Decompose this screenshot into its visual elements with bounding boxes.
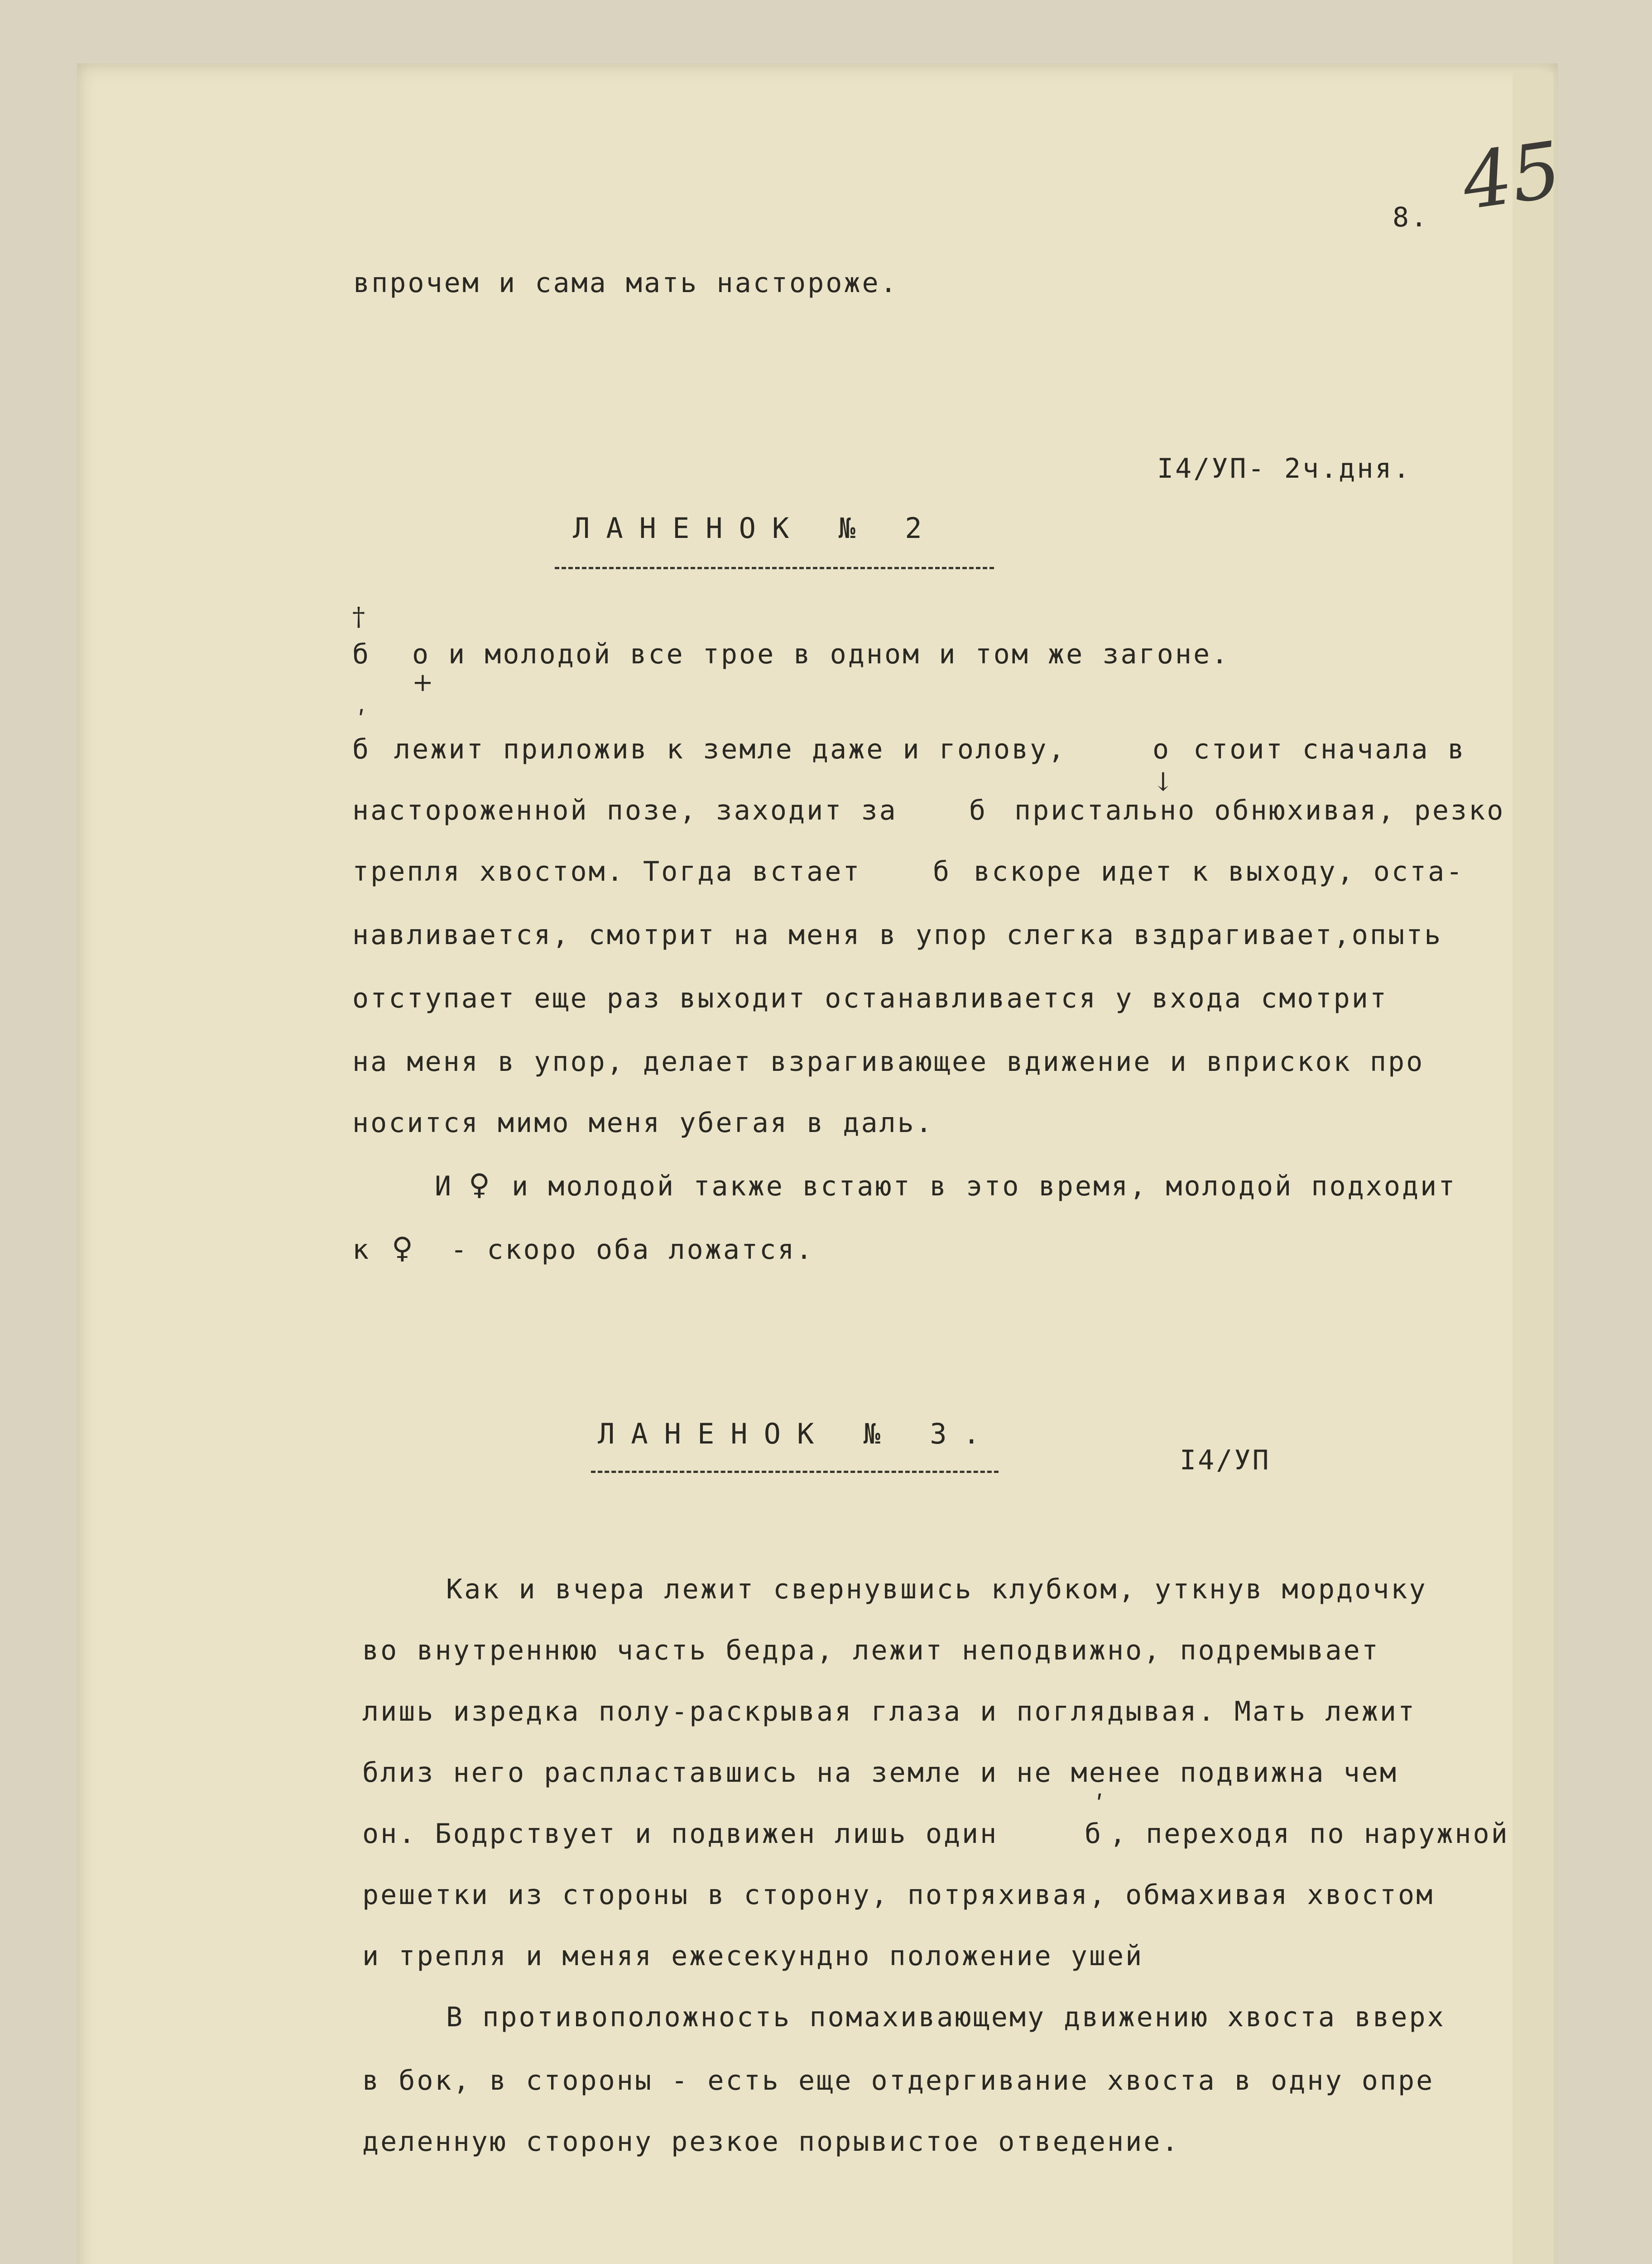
text-line: стоит сначала в	[1193, 734, 1466, 765]
heading-underline	[591, 1471, 999, 1473]
text-line: на меня в упор, делает взрагивающее вдижение и вприскок про	[352, 1046, 1425, 1078]
archive-number: 45	[1457, 125, 1567, 228]
text-line: во внутреннюю часть бедра, лежит неподвижно, подремывает	[362, 1635, 1380, 1666]
handwritten-stroke: ʹ	[358, 706, 365, 736]
text-line: вскоре идет к выходу, оста-	[974, 856, 1465, 887]
text-line: лишь изредка полу-раскрывая глаза и поглядывая. Мать лежит	[362, 1696, 1417, 1727]
dagger-mark: †	[352, 602, 365, 632]
text-line: навливается, смотрит на меня в упор слегка вздрагивает,опыть	[352, 919, 1443, 951]
male-symbol: б	[969, 795, 988, 826]
text-line: деленную сторону резкое порывистое отведение.	[362, 2126, 1180, 2158]
female-symbol: о	[1153, 734, 1171, 765]
text-line: и молодой также встают в это время, молодой подходит	[512, 1170, 1457, 1202]
text-line: и трепля и меняя ежесекундно положение ушей	[362, 1940, 1144, 1972]
text-line: , переходя по наружной	[1109, 1818, 1509, 1850]
text-line: В противоположность помахивающему движению хвоста вверх	[446, 2001, 1446, 2033]
text-line: решетки из стороны в сторону, потряхивая, обмахивая хвостом	[362, 1879, 1435, 1911]
handwritten-stroke: ʹ	[1096, 1791, 1103, 1820]
text-line: И	[435, 1170, 453, 1202]
text-line: в бок, в стороны - есть еще отдергивание хвоста в одну опре	[362, 2065, 1435, 2096]
text-line: носится мимо меня убегая в даль.	[352, 1107, 934, 1139]
paper-sheet	[77, 63, 1558, 2264]
paper-edge-shade	[1513, 72, 1553, 2264]
text-line: Как и вчера лежит свернувшись клубком, уткнув мордочку	[446, 1573, 1427, 1605]
text-line: близ него распластавшись на земле и не менее подвижна чем	[362, 1757, 1398, 1789]
text-line: - скоро оба ложатся.	[451, 1234, 814, 1266]
text-line: и молодой все трое в одном и том же загоне.	[448, 638, 1230, 670]
section-heading: ЛАНЕНОК № 2	[573, 512, 938, 545]
dagger-mark: +	[412, 668, 433, 697]
text-line: настороженной позе, заходит за	[352, 795, 898, 826]
male-symbol: б	[352, 734, 371, 765]
section-heading: ЛАНЕНОК № 3.	[598, 1417, 996, 1450]
female-symbol: ♀	[469, 1168, 490, 1202]
dagger-mark: ↓	[1153, 767, 1174, 797]
text-line: он. Бодрствует и подвижен лишь один	[362, 1818, 999, 1850]
heading-underline	[555, 567, 994, 569]
female-symbol: ♀	[392, 1232, 413, 1265]
entry-time: I4/УП	[1180, 1444, 1271, 1476]
page-number: 8.	[1393, 201, 1429, 233]
text-line: пристально обнюхивая, резко	[1014, 795, 1505, 826]
text-line: отступает еще раз выходит останавливается у входа смотрит	[352, 983, 1388, 1014]
text-line: лежит приложив к земле даже и голову,	[394, 734, 1066, 765]
male-symbol: б	[1085, 1818, 1103, 1850]
female-symbol: о	[412, 638, 431, 670]
entry-time: I4/УП- 2ч.дня.	[1157, 453, 1412, 484]
text-line: к	[352, 1234, 371, 1266]
text-line: трепля хвостом. Тогда встает	[352, 856, 861, 887]
male-symbol: б	[352, 638, 371, 670]
male-symbol: б	[933, 856, 951, 887]
text-line: впрочем и сама мать настороже.	[353, 267, 898, 299]
